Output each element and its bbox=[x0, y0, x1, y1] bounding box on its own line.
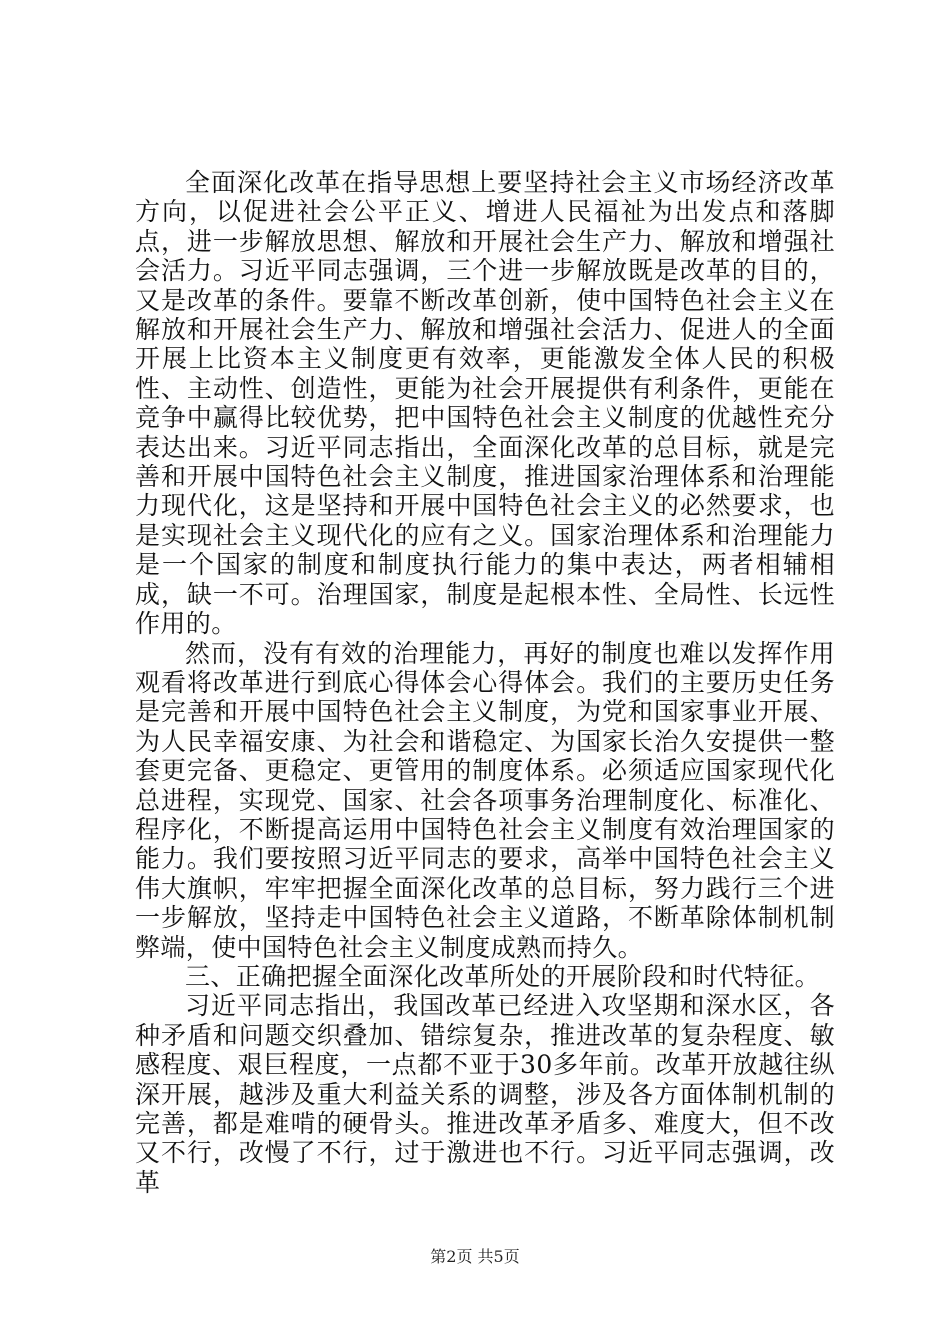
page-number-footer: 第2页 共5页 bbox=[430, 1247, 520, 1266]
paragraph-4: 习近平同志指出，我国改革已经进入攻坚期和深水区，各种矛盾和问题交织叠加、错综复杂，推进改革的复杂程度、敏感程度、艰巨程度，一点都不亚于30多年前。改革开放越往纵深开展，越涉及重大利益关系的调整，涉及各方面体制机制的完善，都是难啃的硬骨头。推进改革矛盾多、难度大，但不改又不行，改慢了不行，过于激进也不行。习近平同志强调，改革 bbox=[135, 991, 835, 1197]
paragraph-3-section-heading: 三、正确把握全面深化改革所处的开展阶段和时代特征。 bbox=[185, 961, 821, 991]
paragraph-2: 然而，没有有效的治理能力，再好的制度也难以发挥作用观看将改革进行到底心得体会心得体会。我们的主要历史任务是完善和开展中国特色社会主义制度，为党和国家事业开展、为人民幸福安康、为社会和谐稳定、为国家长治久安提供一整套更完备、更稳定、更管用的制度体系。必须适应国家现代化总进程，实现党、国家、社会各项事务治理制度化、标准化、程序化，不断提高运用中国特色社会主义制度有效治理国家的能力。我们要按照习近平同志的要求，高举中国特色社会主义伟大旗帜，牢牢把握全面深化改革的总目标，努力践行三个进一步解放，坚持走中国特色社会主义道路，不断革除体制机制弊端，使中国特色社会主义制度成熟而持久。 bbox=[135, 638, 835, 962]
document-body bbox=[135, 168, 835, 1197]
paragraph-1: 全面深化改革在指导思想上要坚持社会主义市场经济改革方向，以促进社会公平正义、增进人民福祉为出发点和落脚点，进一步解放思想、解放和开展社会生产力、解放和增强社会活力。习近平同志强调，三个进一步解放既是改革的目的，又是改革的条件。要靠不断改革创新，使中国特色社会主义在解放和开展社会生产力、解放和增强社会活力、促进人的全面开展上比资本主义制度更有效率，更能激发全体人民的积极性、主动性、创造性，更能为社会开展提供有利条件，更能在竞争中赢得比较优势，把中国特色社会主义制度的优越性充分表达出来。习近平同志指出，全面深化改革的总目标，就是完善和开展中国特色社会主义制度，推进国家治理体系和治理能力现代化，这是坚持和开展中国特色社会主义的必然要求，也是实现社会主义现代化的应有之义。国家治理体系和治理能力是一个国家的制度和制度执行能力的集中表达，两者相辅相成，缺一不可。治理国家，制度是起根本性、全局性、长远性作用的。 bbox=[135, 168, 835, 639]
